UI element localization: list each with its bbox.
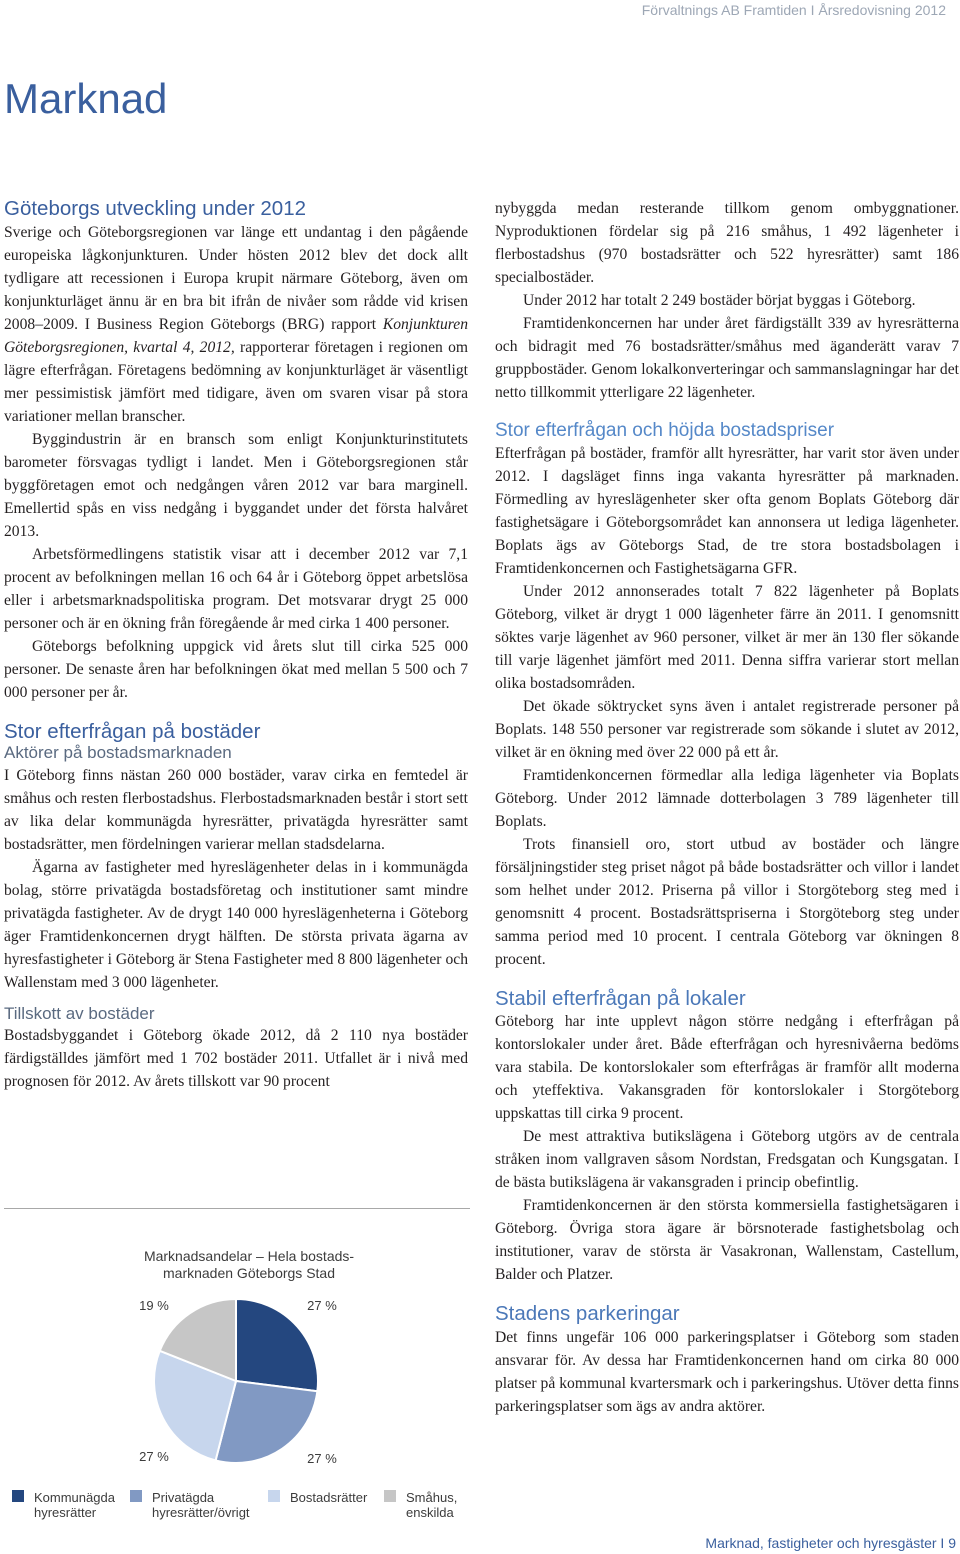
paragraph: Under 2012 annonserades totalt 7 822 lägenheter på Boplats Göteborg, vilket är drygt 1 000 lägenheter färre än 2011. I genomsnitt söktes varje lägenhet av 960 personer, vilket är mer än 130 fler sökande till varje lägenhet jämfört med 2011. Denna siffra varierar stort mellan olika bostadsområden. [495, 582, 959, 692]
subheading-tillskott: Tillskott av bostäder [4, 1003, 155, 1023]
pie-value-label: 19 % [139, 1298, 169, 1313]
chart-title: Marknadsandelar – Hela bostads- marknaden Göteborgs Stad [143, 1248, 355, 1281]
paragraph: Bostadsbyggandet i Göteborg ökade 2012, då 2 110 nya bostäder färdigställdes jämfört med 1 702 bostäder 2011. Utfallet är i nivå med prognosen för 2012. Av årets tillskott var 90 procent [4, 1026, 468, 1090]
paragraph: Det ökade söktrycket syns även i antalet registrerade personer på Boplats. 148 550 personer var registrerade som sökande i slutet av 2012, vilket är en ökning med över 22 000 på ett år. [495, 697, 959, 761]
section-heading-lokaler: Stabil efterfrågan på lokaler [495, 986, 746, 1010]
section-heading-parkeringar: Stadens parkeringar [495, 1302, 680, 1326]
pie-slice [236, 1299, 318, 1391]
paragraph: Göteborg har inte upplevt någon större nedgång i efterfrågan på kontorslokaler under året. Både efterfrågan och hyresnivåerna bedöms vara stabila. De kontorslokaler som efterfrågas är framför allt moderna och yteffektiva. Vakansgraden för kontorslokaler i Storgöteborg uppskattas till cirka 9 procent. [495, 1013, 959, 1123]
paragraph: Ägarna av fastigheter med hyreslägenheter delas in i kommunägda bolag, större privatägda bostadsföretag och institutioner samt mindre privatägda fastigheter. Av de drygt 140 000 hyreslägenheterna i Göteborg äger Framtidenkoncernen drygt hälften. De största privata ägarna av hyresfastigheter i Göteborg är Stena Fastigheter med 8 800 lägenheter och Wallenstam med 3 000 lägenheter. [4, 858, 468, 991]
paragraph: Efterfrågan på bostäder, framför allt hyresrätter, har varit stor även under 2012. I dagsläget finns inga vakanta hyresrätter på marknaden. Förmedling av hyreslägenheter sker ofta genom Boplats Göteborg där fastighetsägare i Göteborgsområdet kan annonsera ut lediga lägenheter. Boplats ägs av Göteborgs Stad, de tre stora bostadsbolagen i Framtidenkoncernen och Fastighetsägarna GFR. [495, 444, 959, 577]
section-heading-stor-efterfragan: Stor efterfrågan på bostäder [4, 719, 261, 743]
legend-label: Bostadsrätter [290, 1490, 368, 1505]
page-footer: Marknad, fastigheter och hyresgäster I 9 [705, 1535, 956, 1551]
legend-swatch [12, 1490, 24, 1502]
paragraph: nybyggda medan resterande tillkom genom ombyggnationer. Nyproduktionen fördelar sig på 216 småhus, 1 492 lägenheter i flerbostadshus (970 bostadsrätter och 522 hyresrätter) samt 186 specialbostäder. [495, 200, 959, 286]
left-column [4, 197, 468, 1093]
paragraph: Framtidenkoncernen är den största kommersiella fastighetsägaren i Göteborg. Övriga stora ägare är börsnoterade fastighetsbolag och institutioner, varav de största är Vasakronan, Wallenstam, Castellum, Balder och Platzer. [495, 1197, 959, 1284]
paragraph: De mest attraktiva butikslägena i Göteborg utgörs av de centrala stråken inom vallgraven såsom Nordstan, Fredsgatan och Kungsgatan. I de bästa butikslägena är vakansgraden i princip obefintlig. [495, 1128, 959, 1192]
pie-value-label: 27 % [307, 1451, 337, 1466]
paragraph: Byggindustrin är en bransch som enligt Konjunkturinstitutets barometer försvagas tydligt i landet. Men i Göteborgsregionen står byggföretagen emot och nedgången våren 2012 var bara marginell. Emellertid spås en viss nedgång i byggandet under det första halvåret 2013. [4, 430, 468, 540]
page-title: Marknad [4, 75, 168, 122]
pie-chart [4, 1208, 470, 1490]
paragraph: I Göteborg finns nästan 260 000 bostäder, varav cirka en femtedel är småhus och resten flerbostadshus. Flerbostadsmarknaden består i stort sett av lika delar kommunägda hyresrätter, privatägda hyresrätter samt bostadsrätter, men fördelningen varierar mellan stadsdelarna. [4, 766, 468, 853]
section-heading-goteborgs-utveckling: Göteborgs utveckling under 2012 [4, 197, 307, 220]
section-heading-hojda-bostadspriser: Stor efterfrågan och höjda bostadspriser [495, 420, 835, 441]
paragraph: Framtidenkoncernen förmedlar alla lediga lägenheter via Boplats Göteborg. Under 2012 lämnade dotterbolagen 3 789 lägenheter till Boplats. [495, 766, 959, 830]
paragraph: Trots finansiell oro, stort utbud av bostäder och längre försäljningstider steg priset något på både bostadsrätter och villor i landet som helhet under 2012. Priserna på villor i Storgöteborg steg med i genomsnitt 4 procent. Bostadsrättspriserna i Storgöteborg steg under samma period med 10 procent. I centrala Göteborg var ökningen 8 procent. [495, 835, 959, 968]
paragraph: Framtidenkoncernen har under året färdigställt 339 av hyresrätterna och bidragit med 76 bostadsrätter/småhus med äganderätt varav 7 gruppbostäder. Genom lokalkonverteringar och sammanslagningar har det netto tillkommit ytterligare 22 lägenheter. [495, 315, 959, 401]
legend-label: Kommunägda hyresrätter [34, 1490, 115, 1520]
legend-label: Småhus, enskilda [406, 1490, 458, 1520]
paragraph: Sverige och Göteborgsregionen var länge ett undantag i den pågående europeiska lågkonjunkturen. Under hösten 2012 blev det dock allt tydligare att recessionen i Europa krupit närmare Göteborg, även om konjunkturläget ännu är en bra bit ifrån de nivåer som rådde vid krisen 2008–2009. I Business Region Göteborgs (BRG) rapport Konjunkturen Göteborgsregionen, kvartal 4, 2012, rapporterar företagen i regionen om lägre efterfrågan. Företagens bedömning av konjunkturläget är väsentligt mer pessimistisk jämfört med tidigare, även om svaren visar på stora variationer mellan branscher. [4, 223, 468, 425]
legend-swatch [268, 1490, 280, 1502]
paragraph: Det finns ungefär 106 000 parkeringsplatser i Göteborg som staden ansvarar för. Av dessa har Framtidenkoncernen hand om cirka 80 000 platser på kommunal kvartersmark och i parkeringshus. Utöver detta finns parkeringsplatser som ägs av andra aktörer. [495, 1328, 959, 1415]
subheading-aktorer: Aktörer på bostadsmarknaden [4, 743, 232, 763]
legend-swatch [130, 1490, 142, 1502]
chart-legend [12, 1490, 470, 1530]
legend-swatch [384, 1490, 396, 1502]
pie-value-label: 27 % [307, 1298, 337, 1313]
right-column [495, 197, 959, 1418]
paragraph: Göteborgs befolkning uppgick vid årets slut till cirka 525 000 personer. De senaste åren har befolkningen ökat med mellan 5 500 och 7 000 personer per år. [4, 637, 468, 701]
market-share-chart [4, 1208, 470, 1543]
paragraph: Arbetsförmedlingens statistik visar att i december 2012 var 7,1 procent av befolkningen mellan 16 och 64 år i Göteborg öppet arbetslösa eller i arbetsmarknadspolitiska program. Det motsvarar drygt 25 000 personer och är en ökning från föregående år med cirka 1 400 personer. [4, 545, 468, 632]
pie-value-label: 27 % [139, 1449, 169, 1464]
report-header: Förvaltnings AB Framtiden I Årsredovisning 2012 [641, 2, 946, 18]
legend-label: Privatägda hyresrätter/övrigt [152, 1490, 250, 1520]
paragraph: Under 2012 har totalt 2 249 bostäder börjat byggas i Göteborg. [523, 292, 916, 309]
